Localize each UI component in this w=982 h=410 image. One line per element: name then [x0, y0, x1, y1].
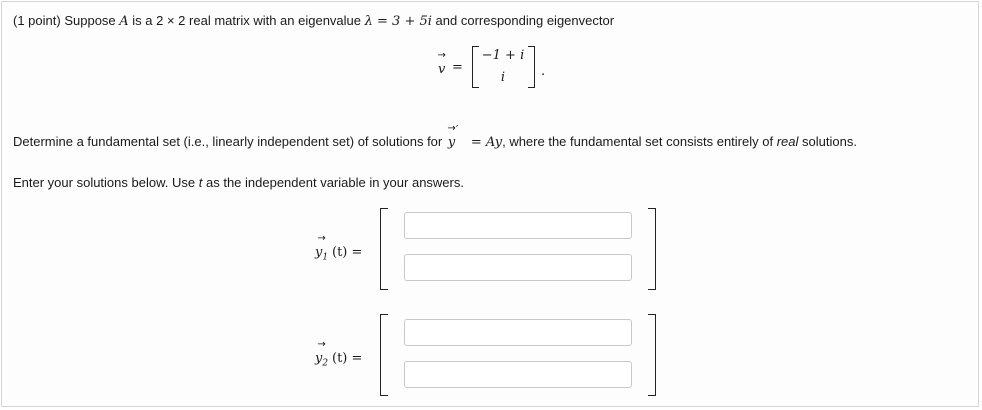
- problem-panel: [1, 1, 979, 407]
- instruction-text: [13, 123, 857, 150]
- y2-left-bracket: [380, 314, 388, 396]
- y1-component-1-input[interactable]: [404, 212, 632, 239]
- period: .: [541, 64, 546, 79]
- vector-arrow-icon: →: [317, 233, 326, 244]
- y1-sub: 1: [322, 252, 329, 263]
- vector-v-label: v: [438, 62, 446, 77]
- problem-statement: [13, 13, 614, 29]
- equals-sign: =: [452, 60, 463, 75]
- y1-left-bracket: [380, 208, 388, 290]
- real-emphasis: real: [776, 134, 799, 149]
- vector-entry-1: −1 + i: [481, 48, 525, 63]
- vector-arrow-icon: →: [317, 339, 326, 350]
- y-prime: → y ′: [447, 123, 459, 150]
- instruction-part-a: Determine a fundamental set (i.e., linearly independent set) of solutions for: [13, 134, 443, 149]
- y1-arg: (t) =: [332, 245, 363, 260]
- note-part-a: Enter your solutions below. Use: [13, 175, 196, 190]
- intro-text-c: and corresponding eigenvector: [435, 13, 615, 28]
- y2-component-2-input[interactable]: [404, 361, 632, 388]
- y1-right-bracket: [648, 208, 656, 290]
- y2-label: [315, 339, 329, 369]
- y2-component-1-input[interactable]: [404, 319, 632, 346]
- vector-v: [437, 50, 446, 77]
- y1-component-2-input[interactable]: [404, 254, 632, 281]
- intro-text-a: Suppose: [64, 13, 116, 28]
- eigenvalue-expr: λ = 3 + 5i: [364, 14, 432, 29]
- vector-entry-2: i: [500, 70, 506, 85]
- y2-var: y: [315, 351, 323, 366]
- matrix-var: A: [119, 14, 129, 29]
- note-text: [13, 175, 464, 190]
- vector-arrow-icon: →: [447, 123, 456, 134]
- ode-rhs: = Ay: [470, 135, 503, 150]
- var-t: t: [198, 175, 203, 190]
- y1-label: [315, 233, 329, 263]
- points-label: (1 point): [13, 13, 61, 28]
- right-bracket: [528, 46, 535, 88]
- intro-text-b: is a 2 × 2 real matrix with an eigenvalue: [132, 13, 362, 28]
- y2-right-bracket: [648, 314, 656, 396]
- instruction-part-b: , where the fundamental set consists entirely of: [502, 134, 774, 149]
- instruction-part-c: solutions.: [802, 134, 857, 149]
- y1-var: y: [315, 245, 323, 260]
- note-part-b: as the independent variable in your answers.: [205, 175, 464, 190]
- y2-arg: (t) =: [332, 351, 363, 366]
- y2-sub: 2: [322, 358, 329, 369]
- vector-arrow-icon: →: [437, 50, 446, 61]
- ode-equation: [471, 135, 502, 150]
